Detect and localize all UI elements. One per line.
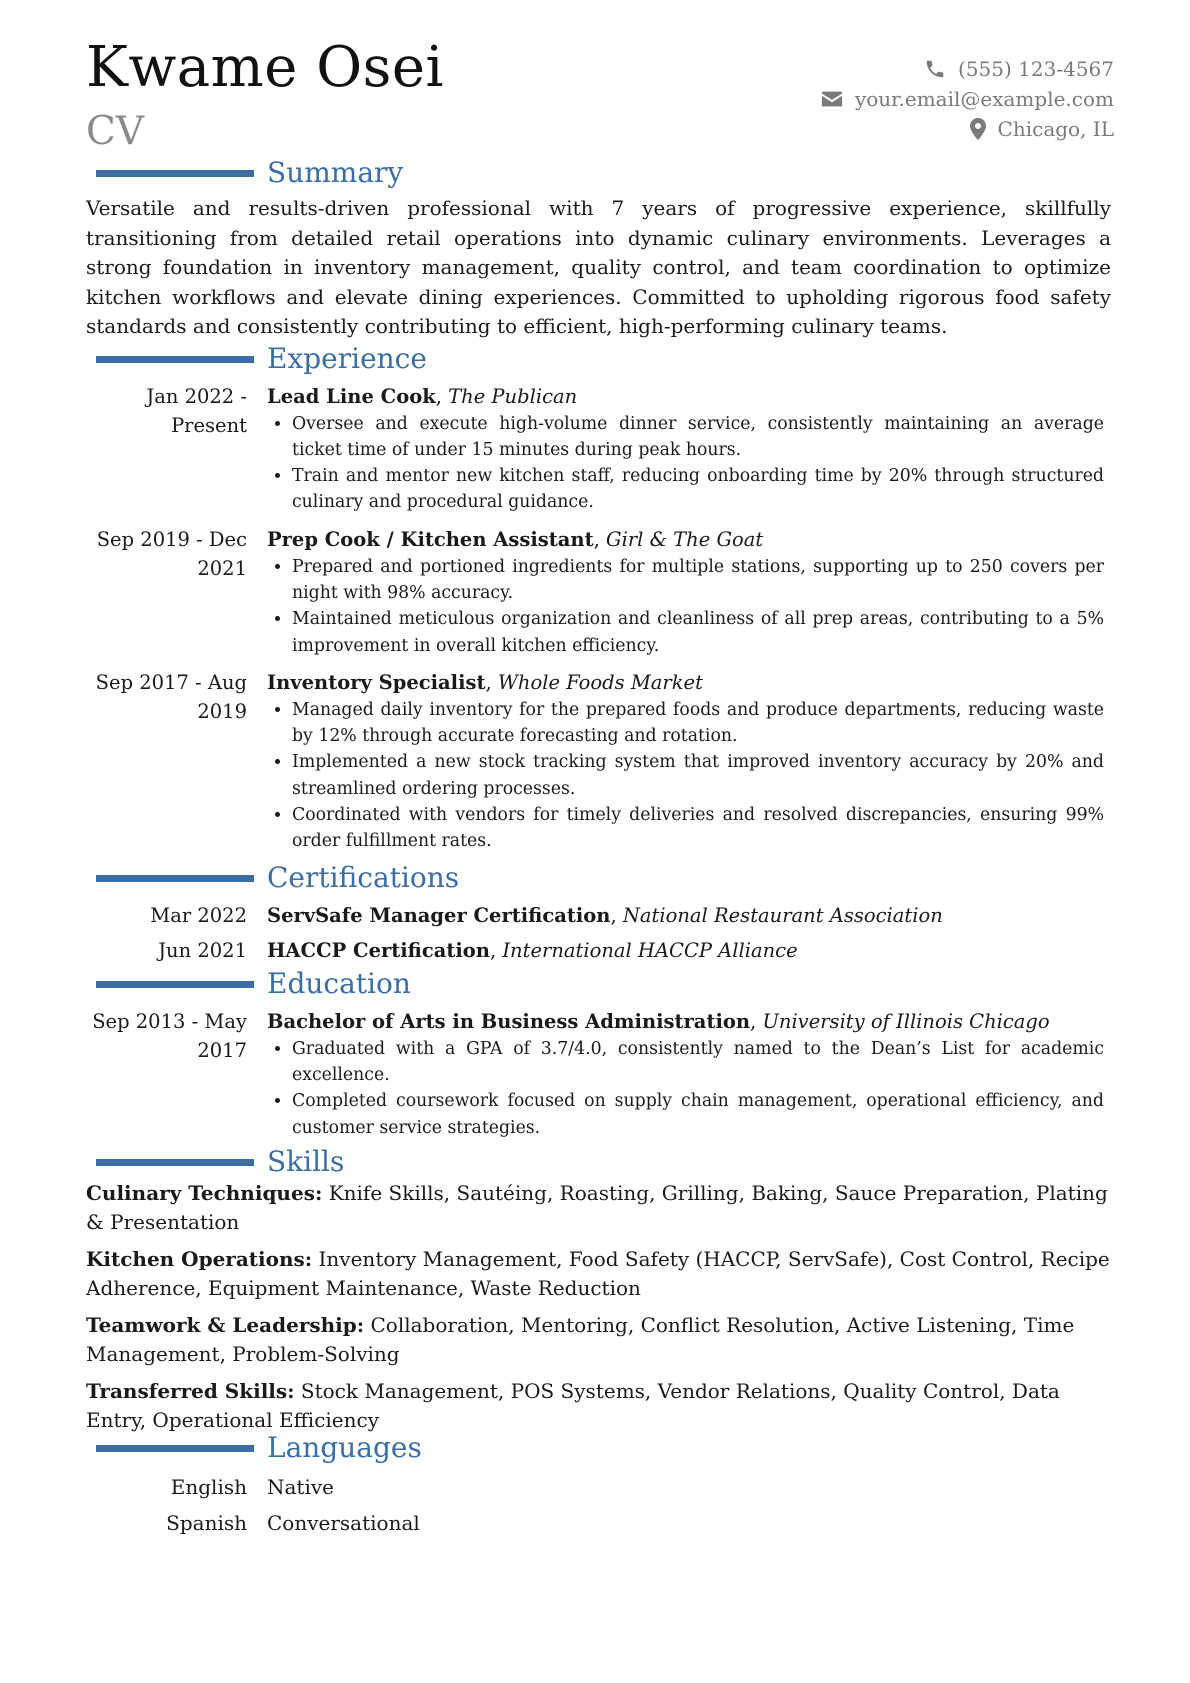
experience-entry: [86, 525, 1114, 659]
entry-heading: Prep Cook / Kitchen Assistant, Girl & The Goat: [267, 527, 764, 551]
section-title: Education: [267, 966, 411, 1000]
skill-text: Inventory Management, Food Safety (HACCP, ServSafe), Cost Control, Recipe Adherence, Equipment Maintenance, Waste Reduction: [86, 1246, 1110, 1300]
bullet-item: • Managed daily inventory for the prepared foods and produce departments, reducing waste by 12% through accurate forecasting and rotation.: [292, 697, 1114, 750]
certification-org: International HACCP Alliance: [502, 938, 798, 962]
bullet-item: • Coordinated with vendors for timely deliveries and resolved discrepancies, ensuring 99% order fulfillment rates.: [292, 802, 1114, 855]
skills-heading: [86, 1144, 1114, 1183]
phone-icon: [924, 58, 946, 80]
skill-group: [86, 1311, 1114, 1369]
languages-heading: [86, 1430, 1114, 1469]
summary-heading: [86, 156, 1114, 194]
summary-text: Versatile and results-driven professional with 7 years of progressive experience, skillfully transitioning from detailed retail operations into dynamic culinary environments. Leverages a strong foundation in inventory management, quality control, and team coordination to optimize kitchen workflows and elevate dining experiences. Committed to upholding rigorous food safety standards and consistently contributing to efficient, high-performing culinary teams.: [86, 196, 1111, 338]
skill-text: Knife Skills, Sautéing, Roasting, Grilling, Baking, Sauce Preparation, Plating & Presentation: [86, 1180, 1108, 1234]
language-level: Native: [267, 1474, 334, 1499]
entry-date: Mar 2022: [150, 903, 247, 927]
contact-email[interactable]: [821, 84, 1114, 114]
entry-role: Lead Line Cook: [267, 384, 436, 408]
contact-info: [821, 54, 1114, 144]
section-title: Certifications: [267, 860, 460, 894]
certification-entry: [86, 936, 1114, 965]
section-bar: [96, 981, 254, 988]
section-title: Skills: [267, 1144, 345, 1178]
section-title: Languages: [267, 1430, 422, 1464]
bullet-item: • Maintained meticulous organization and cleanliness of all prep areas, contributing to a 5% improvement in overall kitchen efficiency.: [292, 606, 1114, 659]
section-bar: [96, 356, 254, 363]
document-subtitle: CV: [86, 109, 145, 154]
entry-heading: Lead Line Cook, The Publican: [267, 384, 578, 408]
entry-date: Sep 2013 - May 2017: [92, 1009, 247, 1062]
location-text: Chicago, IL: [997, 117, 1114, 141]
section-bar: [96, 1445, 254, 1452]
phone-text: (555) 123-4567: [958, 57, 1114, 81]
section-title: Experience: [267, 341, 427, 375]
bullet-item: • Prepared and portioned ingredients for multiple stations, supporting up to 250 covers per night with 98% accuracy.: [292, 554, 1114, 607]
skill-group: [86, 1245, 1114, 1303]
entry-role: Inventory Specialist: [267, 670, 486, 694]
entry-bullets: [267, 411, 1114, 516]
experience-entry: [86, 382, 1114, 516]
certifications-heading: [86, 860, 1114, 899]
experience-heading: [86, 341, 1114, 380]
entry-date: Jan 2022 - Present: [146, 384, 247, 437]
language-level: Conversational: [267, 1510, 420, 1535]
bullet-item: • Graduated with a GPA of 3.7/4.0, consistently named to the Dean’s List for academic excellence.: [292, 1036, 1114, 1089]
skill-text: Collaboration, Mentoring, Conflict Resolution, Active Listening, Time Management, Problem-Solving: [86, 1312, 1075, 1366]
entry-heading: HACCP Certification, International HACCP Alliance: [267, 938, 798, 962]
entry-date: Sep 2019 - Dec 2021: [96, 527, 247, 580]
skill-label: Transferred Skills:: [86, 1378, 295, 1403]
envelope-icon: [821, 90, 843, 108]
entry-heading: Inventory Specialist, Whole Foods Market: [267, 670, 703, 694]
education-entry: [86, 1007, 1114, 1141]
section-bar: [96, 1159, 254, 1166]
entry-role: Prep Cook / Kitchen Assistant: [267, 527, 594, 551]
bullet-item: • Train and mentor new kitchen staff, reducing onboarding time by 20% through structured culinary and procedural guidance.: [292, 463, 1114, 516]
entry-bullets: [267, 697, 1114, 855]
entry-org: The Publican: [448, 384, 578, 408]
certification-org: National Restaurant Association: [622, 903, 943, 927]
bullet-item: • Completed coursework focused on supply chain management, operational efficiency, and customer service strategies.: [292, 1088, 1114, 1141]
contact-phone[interactable]: [821, 54, 1114, 84]
entry-degree: Bachelor of Arts in Business Administration: [267, 1009, 751, 1033]
certification-name: ServSafe Manager Certification: [267, 903, 611, 927]
entry-bullets: [267, 1036, 1114, 1141]
entry-heading: ServSafe Manager Certification, National Restaurant Association: [267, 903, 943, 927]
bullet-item: • Oversee and execute high-volume dinner service, consistently maintaining an average ticket time of under 15 minutes during peak hours.: [292, 411, 1114, 464]
section-bar: [96, 170, 254, 177]
entry-date: Sep 2017 - Aug 2019: [95, 670, 247, 723]
email-text: your.email@example.com: [854, 87, 1114, 111]
entry-heading: Bachelor of Arts in Business Administration, University of Illinois Chicago: [267, 1009, 1050, 1033]
bullet-item: • Implemented a new stock tracking system that improved inventory accuracy by 20% and streamlined ordering processes.: [292, 749, 1114, 802]
skill-text: Stock Management, POS Systems, Vendor Relations, Quality Control, Data Entry, Operational Efficiency: [86, 1378, 1060, 1432]
language-row: [86, 1505, 1114, 1541]
entry-bullets: [267, 554, 1114, 659]
cv-page: [86, 0, 1114, 1541]
skill-label: Kitchen Operations:: [86, 1246, 313, 1271]
language-row: [86, 1469, 1114, 1505]
skill-label: Teamwork & Leadership:: [86, 1312, 365, 1337]
section-title: Summary: [267, 156, 404, 189]
language-name: English: [170, 1474, 247, 1499]
skill-label: Culinary Techniques:: [86, 1180, 323, 1205]
cv-header: [86, 0, 1114, 160]
entry-org: Girl & The Goat: [606, 527, 764, 551]
contact-location: [821, 114, 1114, 144]
certification-entry: [86, 901, 1114, 930]
person-name: Kwame Osei: [86, 35, 444, 100]
entry-date: Jun 2021: [158, 938, 247, 962]
language-name: Spanish: [166, 1510, 247, 1535]
certification-name: HACCP Certification: [267, 938, 490, 962]
entry-org: University of Illinois Chicago: [762, 1009, 1050, 1033]
skill-group: [86, 1377, 1114, 1435]
education-heading: [86, 966, 1114, 1005]
experience-entry: [86, 668, 1114, 855]
map-pin-icon: [970, 118, 986, 140]
section-bar: [96, 875, 254, 882]
entry-org: Whole Foods Market: [497, 670, 703, 694]
skill-group: [86, 1179, 1114, 1237]
